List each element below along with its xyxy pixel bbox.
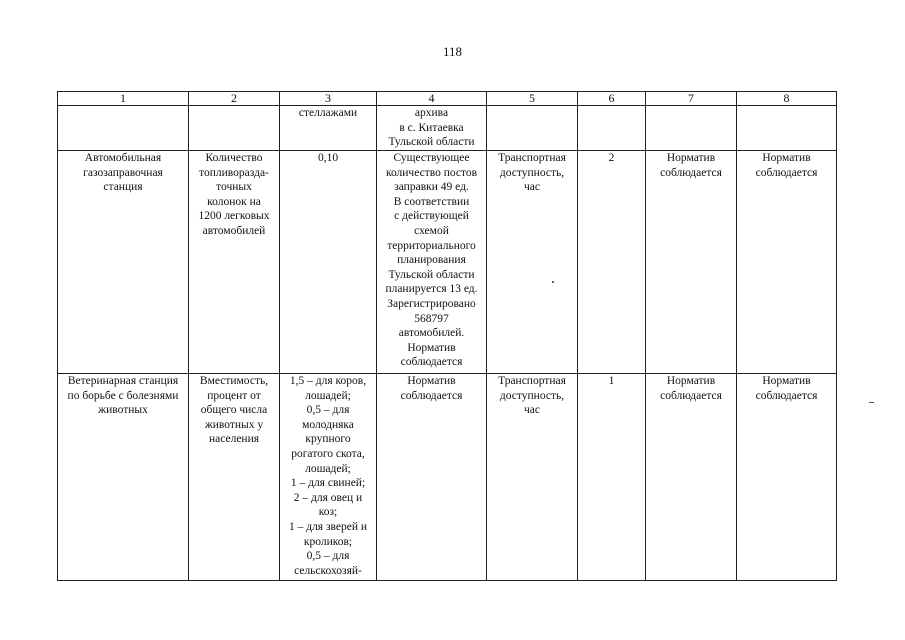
cell-text-line: автомобилей xyxy=(202,224,266,237)
cell-text-line: населения xyxy=(208,433,260,446)
table-cell xyxy=(58,374,189,581)
cell-text-line: Ветеринарная станция xyxy=(67,375,179,387)
cell-text-line: соблюдается xyxy=(755,166,818,179)
cell-text-line: лошадей; xyxy=(305,389,351,402)
table-cell xyxy=(646,374,737,581)
cell-text-line: соблюдается xyxy=(400,356,463,369)
cell-text-line: кроликов; xyxy=(303,535,353,548)
column-header: 5 xyxy=(487,92,578,106)
page-number: 118 xyxy=(442,44,463,59)
table-cell xyxy=(189,106,280,151)
cell-text-line: газозаправочная xyxy=(83,166,163,179)
cell-text-line: лошадей; xyxy=(305,462,351,475)
cell-text-line: Норматив xyxy=(762,375,811,387)
table-cell xyxy=(578,374,646,581)
cell-text-line: 1,5 – для коров, xyxy=(289,375,367,387)
stray-dash-mark xyxy=(869,402,874,403)
cell-text-line: доступность, xyxy=(499,166,565,179)
cell-text-line: Количество xyxy=(205,152,263,164)
cell-text-line: количество постов xyxy=(385,166,478,179)
table-cell xyxy=(58,106,189,151)
table-cell xyxy=(487,151,578,374)
column-header: 8 xyxy=(737,92,837,106)
cell-text-line: Тульской области xyxy=(388,136,475,149)
cell-text-line: планируется 13 ед. xyxy=(385,283,478,296)
cell-text-line: молодняка xyxy=(302,418,354,431)
table-cell xyxy=(280,374,377,581)
cell-text-line: процент от xyxy=(207,389,261,402)
column-header: 6 xyxy=(578,92,646,106)
cell-text-line: крупного xyxy=(305,433,351,446)
column-header: 1 xyxy=(58,92,189,106)
cell-text-line: 1 – для зверей и xyxy=(288,520,368,533)
table-cell xyxy=(578,151,646,374)
cell-text-line: 0,5 – для xyxy=(306,404,350,417)
table-cell xyxy=(280,106,377,151)
cell-text-line: по борьбе с болезнями xyxy=(67,389,179,402)
column-header: 2 xyxy=(189,92,280,106)
cell-text-line: соблюдается xyxy=(660,166,722,179)
cell-text-line: схемой xyxy=(414,224,449,237)
cell-text-line: 1 xyxy=(608,375,615,387)
cell-text-line: Тульской области xyxy=(388,268,475,281)
cell-text-line: Норматив xyxy=(666,152,716,164)
column-header: 3 xyxy=(280,92,377,106)
cell-text-line: сельскохозяй- xyxy=(294,564,362,577)
cell-text-line: 0,5 – для xyxy=(306,550,350,563)
table-cell xyxy=(377,151,487,374)
cell-text-line: архива xyxy=(414,107,449,119)
cell-text-line: час xyxy=(524,404,540,417)
table-row-veterinary-station xyxy=(58,374,837,581)
cell-text-line: автомобилей. xyxy=(398,327,465,340)
cell-text-line: Транспортная xyxy=(498,152,566,164)
cell-text-line: Существующее xyxy=(393,152,470,164)
cell-text-line: коз; xyxy=(318,506,338,519)
table-row-gas-station xyxy=(58,151,837,374)
cell-text-line: 2 xyxy=(608,152,615,164)
cell-text-line: соблюдается xyxy=(400,389,463,402)
stray-dot-mark xyxy=(552,281,554,283)
cell-text-line: час xyxy=(524,181,540,194)
table-cell xyxy=(487,106,578,151)
cell-text-line: Норматив xyxy=(666,375,716,387)
cell-text-line: общего числа xyxy=(200,404,268,417)
cell-text-line: животных у xyxy=(204,418,264,431)
cell-text-line: станция xyxy=(103,181,143,194)
column-header: 7 xyxy=(646,92,737,106)
table-cell xyxy=(737,374,837,581)
cell-text-line: 1200 легковых xyxy=(198,210,270,223)
table-cell xyxy=(58,151,189,374)
cell-text-line: Норматив xyxy=(762,152,811,164)
cell-text-line: с действующей xyxy=(394,210,469,223)
table-cell xyxy=(189,374,280,581)
cell-text-line: заправки 49 ед. xyxy=(394,181,469,194)
cell-text-line: рогатого скота, xyxy=(291,447,365,460)
cell-text-line: доступность, xyxy=(499,389,565,402)
cell-text-line: точных xyxy=(216,181,252,194)
cell-text-line: Автомобильная xyxy=(84,152,162,164)
table-cell xyxy=(646,151,737,374)
cell-text-line: соблюдается xyxy=(660,389,722,402)
cell-text-line: соблюдается xyxy=(755,389,818,402)
cell-text-line: Транспортная xyxy=(498,375,566,387)
cell-text-line: Норматив xyxy=(407,341,456,354)
cell-text-line: топливоразда- xyxy=(199,166,269,179)
cell-text-line: 2 – для овец и xyxy=(293,491,363,504)
table-cell xyxy=(578,106,646,151)
cell-text-line: 1 – для свиней; xyxy=(290,477,366,490)
cell-text-line: планирования xyxy=(397,254,466,267)
cell-text-line: Норматив xyxy=(407,375,456,387)
table-cell xyxy=(189,151,280,374)
cell-text-line: В соответствии xyxy=(393,195,470,208)
column-header: 4 xyxy=(377,92,487,106)
cell-text-line: 0,10 xyxy=(317,152,339,164)
cell-text-line: 568797 xyxy=(414,312,449,325)
cell-text-line: в с. Китаевка xyxy=(399,121,464,134)
table-cell xyxy=(487,374,578,581)
header-row xyxy=(58,92,837,106)
cell-text-line: стеллажами xyxy=(298,107,358,119)
cell-text-line: территориального xyxy=(387,239,476,252)
table-cell xyxy=(377,106,487,151)
table-cell xyxy=(280,151,377,374)
table-row-continuation xyxy=(58,106,837,151)
cell-text-line: животных xyxy=(98,404,148,417)
table-cell xyxy=(377,374,487,581)
cell-text-line: Зарегистрировано xyxy=(387,297,476,310)
table-cell xyxy=(737,151,837,374)
table-cell xyxy=(737,106,837,151)
table-cell xyxy=(646,106,737,151)
norms-table xyxy=(57,91,837,581)
cell-text-line: колонок на xyxy=(207,195,261,208)
cell-text-line: Вместимость, xyxy=(199,375,269,387)
